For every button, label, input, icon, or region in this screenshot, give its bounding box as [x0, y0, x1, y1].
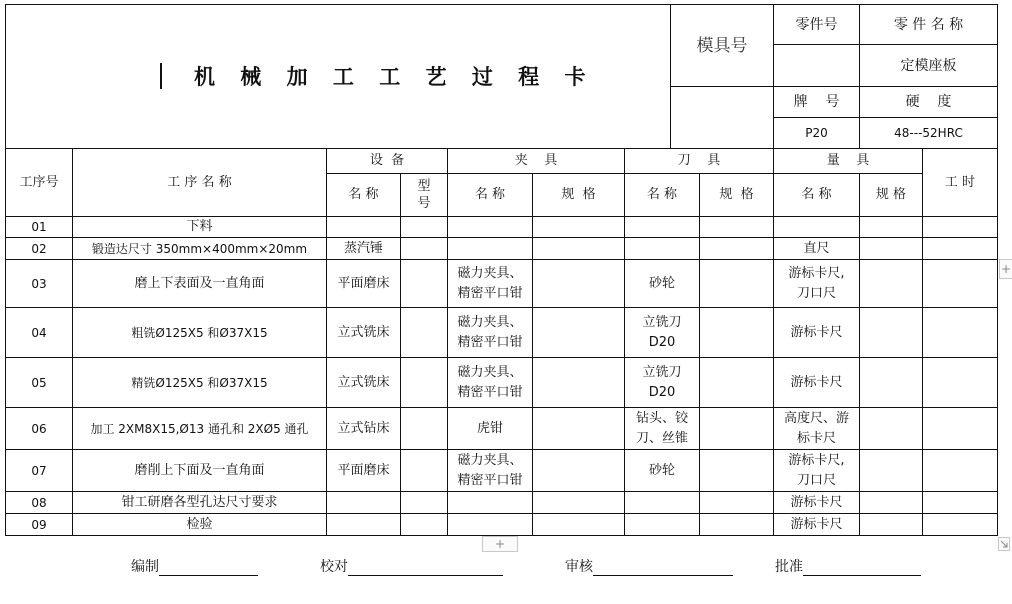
row-07-tool: 砂轮	[648, 462, 675, 478]
row-04-no: 04	[31, 325, 47, 340]
add-column-button[interactable]: +	[999, 259, 1012, 279]
tool-spec-header: 规 格	[719, 187, 754, 202]
row-01-no: 01	[31, 220, 47, 234]
row-05-tool: 立铣刀 D20	[642, 364, 682, 400]
equip-model-header: 型 号	[417, 179, 431, 211]
part-name-value: 定模座板	[900, 57, 957, 74]
row-05-equip: 立式铣床	[337, 374, 390, 390]
row-07-no: 07	[31, 463, 47, 478]
row-03-tool: 砂轮	[648, 275, 675, 291]
group-gauge: 量 具	[826, 153, 870, 168]
row-06-fixture: 虎钳	[476, 420, 503, 436]
row-03-equip: 平面磨床	[337, 275, 390, 291]
col-step-no: 工序号	[19, 174, 59, 190]
row-05-name: 精铣Ø125X5 和Ø37X15	[131, 375, 268, 390]
approve-label: 批准	[775, 559, 803, 575]
page-title	[160, 58, 595, 94]
resize-icon	[998, 537, 1010, 551]
row-02-equip: 蒸汽锤	[343, 240, 383, 256]
row-08-no: 08	[31, 495, 47, 510]
row-04-fixture: 磁力夹具、 精密平口钳	[457, 314, 523, 350]
gauge-spec-header: 规 格	[875, 187, 907, 202]
review-label: 审核	[565, 559, 593, 575]
title-cursor-bar	[160, 63, 162, 89]
row-03-fixture: 磁力夹具、 精密平口钳	[457, 265, 523, 301]
mold-no-label: 模具号	[696, 35, 748, 56]
row-06-equip: 立式钻床	[337, 420, 390, 436]
fixture-name-header: 名 称	[474, 187, 506, 202]
compile-field	[131, 556, 258, 576]
group-fixture: 夹 具	[514, 153, 558, 168]
row-07-gauge: 游标卡尺, 刀口尺	[788, 452, 845, 488]
hardness-value: 48---52HRC	[894, 126, 963, 140]
row-08-gauge: 游标卡尺	[790, 494, 843, 510]
row-09-no: 09	[31, 517, 47, 532]
row-03-name: 磨上下表面及一直角面	[134, 275, 265, 291]
approve-signature-line[interactable]	[803, 558, 921, 576]
part-name-label: 零 件 名 称	[893, 16, 964, 33]
row-09-gauge: 游标卡尺	[790, 516, 843, 532]
brand-value: P20	[805, 126, 828, 140]
row-06-name: 加工 2XM8X15,Ø13 通孔和 2XØ5 通孔	[90, 421, 309, 436]
add-row-button[interactable]: +	[482, 536, 518, 552]
tool-name-header: 名 称	[646, 187, 678, 202]
row-07-equip: 平面磨床	[337, 462, 390, 478]
check-field	[320, 556, 503, 576]
gauge-name-header: 名 称	[801, 187, 832, 202]
row-09-name: 检验	[186, 516, 213, 532]
row-06-no: 06	[31, 421, 47, 436]
check-label: 校对	[320, 559, 348, 575]
row-05-no: 05	[31, 375, 47, 390]
row-05-gauge: 游标卡尺	[790, 374, 843, 390]
row-06-tool: 钻头、铰 刀、丝锥	[635, 410, 688, 446]
row-04-gauge: 游标卡尺	[790, 324, 843, 340]
row-06-gauge: 高度尺、游 标卡尺	[783, 410, 849, 446]
row-02-gauge: 直尺	[803, 240, 830, 256]
col-step-name: 工 序 名 称	[167, 174, 232, 190]
row-01-name: 下料	[186, 219, 213, 234]
compile-signature-line[interactable]	[159, 558, 258, 576]
row-05-fixture: 磁力夹具、 精密平口钳	[457, 364, 523, 400]
col-hours: 工 时	[944, 174, 976, 190]
check-signature-line[interactable]	[348, 558, 503, 576]
equip-name-header: 名 称	[348, 187, 379, 202]
brand-label: 牌 号	[793, 94, 840, 110]
row-02-name: 锻造达尺寸 350mm×400mm×20mm	[91, 241, 308, 256]
part-no-label: 零件号	[795, 16, 838, 33]
row-03-no: 03	[31, 276, 47, 291]
compile-label: 编制	[131, 559, 159, 575]
row-04-equip: 立式铣床	[337, 324, 390, 340]
review-signature-line[interactable]	[593, 558, 733, 576]
row-02-no: 02	[31, 241, 47, 256]
group-tool: 刀 具	[677, 153, 721, 168]
approve-field	[775, 556, 921, 576]
row-07-fixture: 磁力夹具、 精密平口钳	[457, 452, 523, 488]
row-04-name: 粗铣Ø125X5 和Ø37X15	[131, 325, 268, 340]
review-field	[565, 556, 733, 576]
fixture-spec-header: 规 格	[561, 187, 596, 202]
row-03-gauge: 游标卡尺, 刀口尺	[788, 265, 845, 301]
group-equipment: 设 备	[369, 153, 405, 168]
title-text: 机 械 加 工 工 艺 过 程 卡	[194, 65, 595, 89]
row-08-name: 钳工研磨各型孔达尺寸要求	[121, 494, 278, 510]
row-04-tool: 立铣刀 D20	[642, 314, 682, 350]
hardness-label: 硬 度	[905, 94, 952, 110]
table-resize-handle[interactable]	[998, 536, 1010, 550]
row-07-name: 磨削上下面及一直角面	[134, 462, 265, 478]
